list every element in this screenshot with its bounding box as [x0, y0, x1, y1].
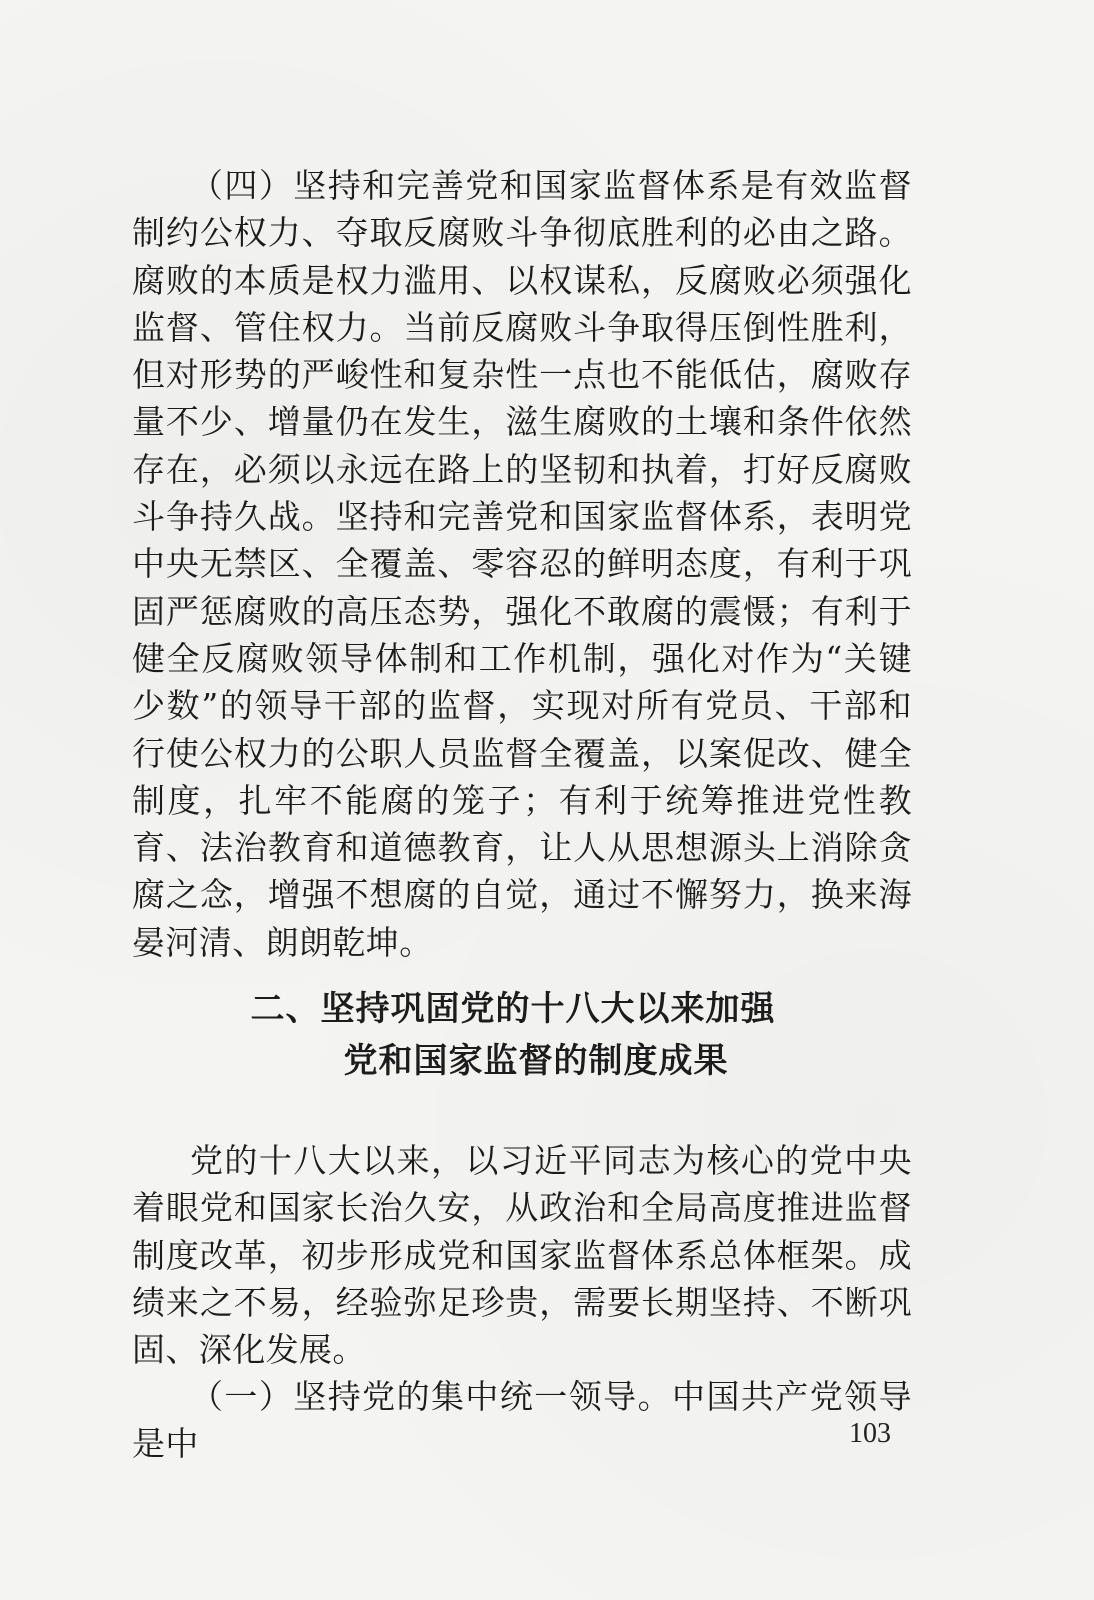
section-heading-line-2: 党和国家监督的制度成果 [343, 1041, 729, 1081]
paragraph-3-lead: （一）坚持党的集中统一领导。 [190, 1377, 673, 1416]
paragraph-3-body: 中国共产党领导是中 [132, 1377, 912, 1464]
section-heading [132, 983, 912, 1087]
paragraph-1 [132, 162, 912, 966]
paragraph-1-lead: （四）坚持和完善党和国家监督体系是有效监督制约公权力、夺取反腐败斗争彻底胜利的必由之路。 [132, 166, 912, 253]
paragraph-1-body: 腐败的本质是权力滥用、以权谋私，反腐败必须强化监督、管住权力。当前反腐败斗争取得压倒性胜利，但对形势的严峻性和复杂性一点也不能低估，腐败存量不少、增量仍在发生，滋生腐败的土壤和条件依然存在，必须以永远在路上的坚韧和执着，打好反腐败斗争持久战。坚持和完善党和国家监督体系，表明党中央无禁区、全覆盖、零容忍的鲜明态度，有利于巩固严惩腐败的高压态势，强化不敢腐的震慑；有利于健全反腐败领导体制和工作机制，强化对作为“关键少数”的领导干部的监督，实现对所有党员、干部和行使公权力的公职人员监督全覆盖，以案促改、健全制度，扎牢不能腐的笼子；有利于统筹推进党性教育、法治教育和道德教育，让人从思想源头上消除贪腐之念，增强不想腐的自觉，通过不懈努力，换来海晏河清、朗朗乾坤。 [132, 260, 912, 962]
paragraph-3 [132, 1373, 912, 1468]
section-heading-line-1: 二、坚持巩固党的十八大以来加强 [250, 989, 776, 1029]
paragraph-2: 党的十八大以来，以习近平同志为核心的党中央着眼党和国家长治久安，从政治和全局高度推进监督制度改革，初步形成党和国家监督体系总体框架。成绩来之不易，经验弥足珍贵，需要长期坚持、不断巩固、深化发展。 [132, 1141, 912, 1370]
page-number: 103 [849, 1418, 891, 1449]
